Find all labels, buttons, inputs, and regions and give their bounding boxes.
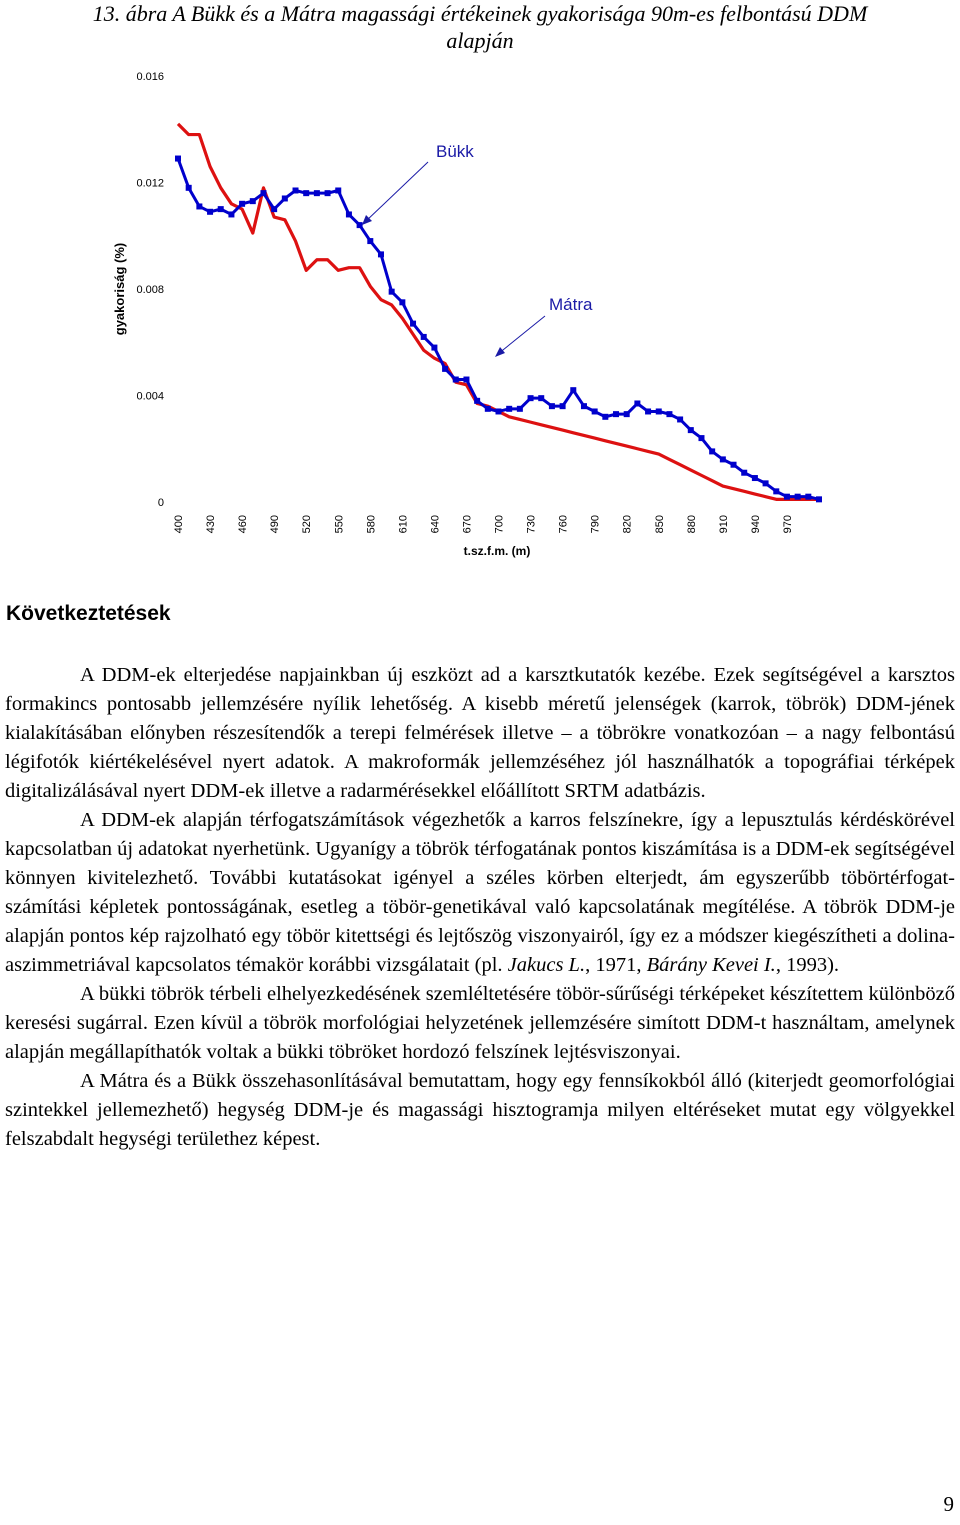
paragraph-1: A DDM-ek elterjedése napjainkban új eszközt ad a karsztkutatók kezébe. Ezek segítségével a karsztos formakincs pontosabb jellemzésére nyílik lehetőség. A kisebb méretű jelenségek (karrok, töbrök) DDM-jének kialakításában előnyben részesítendők a terepi felmérések illetve – a töbrökre vonatkozóan – a nagy felbontású légifotók kiértékelésével nyert adatok. A makroformák jellemzéséhez jól használhatók a topográfiai térképek digitalizálásával nyert DDM-ek illetve a radarmérésekkel előállított SRTM adatbázis. — [5, 664, 955, 802]
data-point-bukk — [293, 187, 299, 193]
data-point-bukk — [549, 403, 555, 409]
data-point-bukk — [378, 251, 384, 257]
data-point-bukk — [698, 435, 704, 441]
citation-author-1: Jakucs L. — [507, 954, 586, 976]
annotation-matra-arrow — [498, 316, 545, 354]
data-point-bukk — [282, 195, 288, 201]
x-tick-label: 700 — [493, 515, 506, 534]
data-point-bukk — [666, 411, 672, 417]
data-point-bukk — [752, 475, 758, 481]
data-point-bukk — [656, 408, 662, 414]
citation-sep-1: , 1971, — [585, 954, 647, 976]
x-tick-label: 850 — [653, 515, 666, 534]
page-number: 9 — [943, 1492, 954, 1516]
x-tick-label: 640 — [429, 515, 442, 534]
body-text — [5, 661, 955, 1154]
data-point-bukk — [773, 488, 779, 494]
data-point-bukk — [239, 201, 245, 207]
data-point-bukk — [688, 427, 694, 433]
data-point-bukk — [677, 416, 683, 422]
data-point-bukk — [816, 496, 822, 502]
paragraph-4: A Mátra és a Bükk összehasonlításával bemutattam, hogy egy fennsíkokból álló (kiterjedt geomorfológiai szintekkel jellemezhető) hegység DDM-je és magassági hisztogramja milyen eltéréseket mutat egy völgyekkel felszabdalt hegységi területhez képest. — [5, 1070, 955, 1150]
data-point-bukk — [218, 206, 224, 212]
x-tick-label: 430 — [205, 515, 218, 534]
data-point-bukk — [175, 156, 181, 162]
data-point-bukk — [410, 321, 416, 327]
data-point-bukk — [741, 470, 747, 476]
data-point-bukk — [463, 377, 469, 383]
data-point-bukk — [720, 456, 726, 462]
data-point-bukk — [357, 222, 363, 228]
series-line-matra — [178, 124, 819, 499]
data-point-bukk — [389, 289, 395, 295]
annotation-matra-arrowhead — [495, 347, 505, 357]
caption-line-2: alapján — [446, 28, 514, 53]
data-point-bukk — [431, 345, 437, 351]
data-point-bukk — [335, 187, 341, 193]
x-tick-label: 520 — [301, 515, 314, 534]
data-point-bukk — [517, 406, 523, 412]
data-point-bukk — [528, 395, 534, 401]
data-point-bukk — [314, 190, 320, 196]
x-tick-label: 550 — [333, 515, 346, 534]
x-axis-label: t.sz.f.m. (m) — [463, 544, 531, 558]
x-tick-label: 910 — [717, 515, 730, 534]
x-tick-label: 670 — [461, 515, 474, 534]
section-heading: Következtetések — [6, 602, 171, 625]
data-point-bukk — [485, 406, 491, 412]
x-tick-label: 880 — [685, 515, 698, 534]
paragraph-3: A bükki töbrök térbeli elhelyezkedésének szemléltetésére töbör-sűrűségi térképeket készítettem különböző keresési sugárral. Ezen kívül a töbrök morfológiai helyzetének jellemzésére simított DDM-t használtam, amelynek alapján megállapíthatók voltak a bükki töbröket hordozó felszínek lejtésviszonyai. — [5, 983, 955, 1063]
data-point-bukk — [250, 198, 256, 204]
y-tick-label: 0.012 — [136, 177, 164, 190]
data-point-bukk — [496, 408, 502, 414]
data-point-bukk — [228, 211, 234, 217]
data-point-bukk — [346, 211, 352, 217]
y-tick-label: 0.008 — [136, 284, 164, 296]
data-point-bukk — [421, 334, 427, 340]
data-point-bukk — [581, 403, 587, 409]
y-tick-label: 0.016 — [136, 71, 164, 83]
data-point-bukk — [399, 299, 405, 305]
data-point-bukk — [613, 411, 619, 417]
elevation-frequency-chart — [0, 0, 960, 600]
data-point-bukk — [731, 462, 737, 468]
data-point-bukk — [538, 395, 544, 401]
x-tick-label: 490 — [269, 515, 282, 534]
citation-sep-2: , 1993). — [775, 954, 840, 976]
data-point-bukk — [602, 414, 608, 420]
chart-series — [175, 124, 822, 502]
data-point-bukk — [207, 209, 213, 215]
y-axis-label: gyakoriság (%) — [112, 242, 127, 336]
data-point-bukk — [196, 203, 202, 209]
citation-author-2: Bárány Kevei I. — [646, 954, 776, 976]
x-tick-label: 940 — [749, 515, 762, 534]
data-point-bukk — [303, 190, 309, 196]
data-point-bukk — [271, 206, 277, 212]
x-tick-label: 580 — [365, 515, 378, 534]
x-tick-label: 820 — [621, 515, 634, 534]
data-point-bukk — [570, 387, 576, 393]
x-tick-label: 460 — [237, 515, 250, 534]
data-point-bukk — [805, 494, 811, 500]
x-tick-label: 610 — [397, 515, 410, 534]
data-point-bukk — [634, 400, 640, 406]
data-point-bukk — [645, 408, 651, 414]
chart-labels — [112, 71, 794, 558]
y-tick-label: 0 — [157, 497, 164, 509]
x-tick-label: 970 — [781, 515, 794, 534]
data-point-bukk — [186, 185, 192, 191]
annotation-bukk-arrow — [365, 162, 428, 222]
x-tick-label: 790 — [589, 515, 602, 534]
x-tick-label: 760 — [557, 515, 570, 534]
data-point-bukk — [592, 408, 598, 414]
data-point-bukk — [506, 406, 512, 412]
data-point-bukk — [325, 190, 331, 196]
data-point-bukk — [709, 448, 715, 454]
data-point-bukk — [624, 411, 630, 417]
data-point-bukk — [763, 480, 769, 486]
data-point-bukk — [560, 403, 566, 409]
annotation-bukk: Bükk — [436, 142, 474, 161]
annotation-matra: Mátra — [549, 295, 593, 314]
data-point-bukk — [367, 238, 373, 244]
data-point-bukk — [474, 398, 480, 404]
paragraph-2-text: A DDM-ek alapján térfogatszámítások végezhetők a karros felszínekre, így a lepusztulás kérdéskörével kapcsolatban új adatokat nyerhetünk. Ugyanígy a töbrök térfogatának pontos kiszámítása is a DDM-ek segítségével könnyen kivitelezhető. További kutatásokat igényel a széles körben elterjedt, ám egyszerűbb töbörtérfogat-számítási képletek pontosságának, esetleg a töbör-genetikával való kapcsolatának megítélése. A töbrök DDM-je alapján pontos kép rajzolható egy töbör kitettségi és lejtőszög viszonyairól, így ez a módszer kiegészítheti a dolina-aszimmetriával kapcsolatos témakör korábbi vizsgálatait (pl. — [5, 809, 955, 976]
x-tick-label: 400 — [173, 515, 185, 534]
data-point-bukk — [784, 494, 790, 500]
y-tick-label: 0.004 — [136, 390, 164, 403]
caption-line-1: 13. ábra A Bükk és a Mátra magassági értékeinek gyakorisága 90m-es felbontású DDM — [92, 1, 868, 26]
data-point-bukk — [453, 377, 459, 383]
paragraph-2 — [5, 806, 955, 980]
data-point-bukk — [442, 366, 448, 372]
data-point-bukk — [795, 494, 801, 500]
x-tick-label: 730 — [525, 515, 538, 534]
data-point-bukk — [260, 190, 266, 196]
